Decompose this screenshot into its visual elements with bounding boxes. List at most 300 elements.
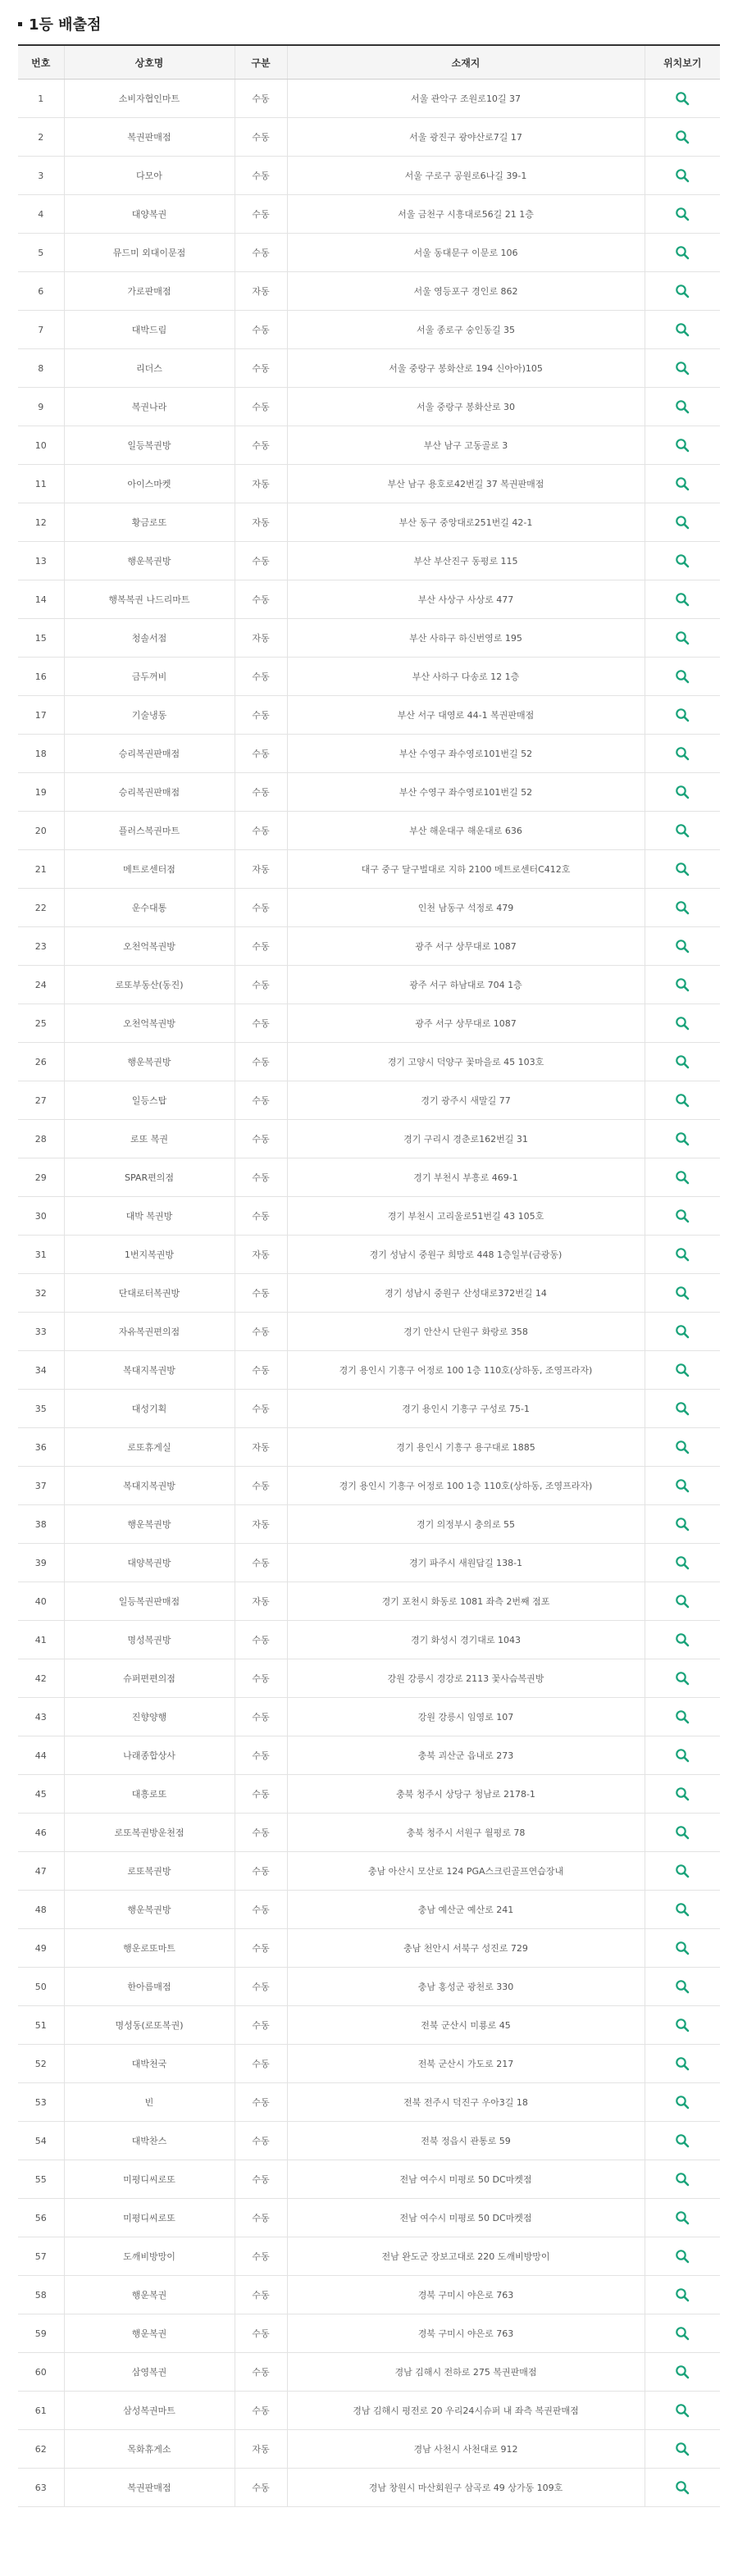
- store-name: 대박드림: [64, 311, 235, 349]
- search-icon: [675, 1786, 690, 1801]
- location-cell: [645, 1891, 720, 1929]
- store-number: 24: [18, 966, 64, 1004]
- store-name: 기술냉동: [64, 696, 235, 735]
- store-address: 전남 여수시 미평로 50 DC마켓점: [287, 2160, 645, 2199]
- store-address: 경기 용인시 기흥구 용구대로 1885: [287, 1428, 645, 1467]
- view-location-button[interactable]: [672, 2323, 692, 2343]
- store-address: 서울 중랑구 봉화산로 30: [287, 388, 645, 426]
- store-name: 복권판매점: [64, 2469, 235, 2507]
- view-location-button[interactable]: [672, 1283, 692, 1303]
- store-address: 대구 중구 달구벌대로 지하 2100 메트로센터C412호: [287, 850, 645, 889]
- view-location-button[interactable]: [672, 744, 692, 763]
- store-address: 경기 성남시 중원구 산성대로372번길 14: [287, 1274, 645, 1313]
- view-location-button[interactable]: [672, 474, 692, 494]
- view-location-button[interactable]: [672, 89, 692, 108]
- header-location: 위치보기: [645, 45, 720, 80]
- view-location-button[interactable]: [672, 1437, 692, 1457]
- store-type: 수동: [235, 2276, 287, 2314]
- view-location-button[interactable]: [672, 166, 692, 185]
- search-icon: [675, 2018, 690, 2032]
- view-location-button[interactable]: [672, 2015, 692, 2035]
- store-name: 명성동(로또복권): [64, 2006, 235, 2045]
- store-type: 자동: [235, 272, 287, 311]
- store-type: 수동: [235, 773, 287, 812]
- store-type: 수동: [235, 1698, 287, 1736]
- store-type: 수동: [235, 1313, 287, 1351]
- store-address: 경기 고양시 덕양구 꽃마을로 45 103호: [287, 1043, 645, 1081]
- location-cell: [645, 1505, 720, 1544]
- view-location-button[interactable]: [672, 1052, 692, 1072]
- view-location-button[interactable]: [672, 2169, 692, 2189]
- view-location-button[interactable]: [672, 1977, 692, 1996]
- search-icon: [675, 130, 690, 144]
- view-location-button[interactable]: [672, 1514, 692, 1534]
- store-type: 수동: [235, 1544, 287, 1582]
- location-cell: [645, 696, 720, 735]
- store-type: 수동: [235, 195, 287, 234]
- store-name: 아이스마켓: [64, 465, 235, 503]
- store-address: 경북 구미시 야은로 763: [287, 2276, 645, 2314]
- store-number: 58: [18, 2276, 64, 2314]
- search-icon: [675, 2287, 690, 2302]
- store-name: 행운복권방: [64, 1043, 235, 1081]
- store-type: 자동: [235, 503, 287, 542]
- store-number: 19: [18, 773, 64, 812]
- store-type: 수동: [235, 1929, 287, 1968]
- store-number: 30: [18, 1197, 64, 1236]
- store-address: 경기 파주시 새원답길 138-1: [287, 1544, 645, 1582]
- search-icon: [675, 1709, 690, 1724]
- store-number: 39: [18, 1544, 64, 1582]
- store-number: 35: [18, 1390, 64, 1428]
- store-address: 충남 천안시 서북구 성진로 729: [287, 1929, 645, 1968]
- view-location-button[interactable]: [672, 1167, 692, 1187]
- store-name: 로또휴게실: [64, 1428, 235, 1467]
- search-icon: [675, 1478, 690, 1493]
- store-number: 49: [18, 1929, 64, 1968]
- search-icon: [675, 1594, 690, 1609]
- location-cell: [645, 658, 720, 696]
- view-location-button[interactable]: [672, 975, 692, 994]
- store-address: 광주 서구 하남대로 704 1층: [287, 966, 645, 1004]
- table-row: [18, 1081, 720, 1120]
- search-icon: [675, 2326, 690, 2341]
- store-name: 리더스: [64, 349, 235, 388]
- view-location-button[interactable]: [672, 281, 692, 301]
- view-location-button[interactable]: [672, 320, 692, 339]
- location-cell: [645, 1120, 720, 1158]
- store-type: 수동: [235, 2083, 287, 2122]
- view-location-button[interactable]: [672, 127, 692, 147]
- search-icon: [675, 1748, 690, 1763]
- store-name: 대박 복권방: [64, 1197, 235, 1236]
- store-number: 29: [18, 1158, 64, 1197]
- store-type: 수동: [235, 1467, 287, 1505]
- table-row: [18, 2392, 720, 2430]
- store-number: 33: [18, 1313, 64, 1351]
- store-type: 수동: [235, 1274, 287, 1313]
- store-name: 대흥로또: [64, 1775, 235, 1814]
- location-cell: [645, 1390, 720, 1428]
- store-name: 승리복권판매점: [64, 735, 235, 773]
- view-location-button[interactable]: [672, 1399, 692, 1418]
- table-row: [18, 812, 720, 850]
- store-name: 복권판매점: [64, 118, 235, 157]
- view-location-button[interactable]: [672, 243, 692, 262]
- search-icon: [675, 2442, 690, 2456]
- store-name: 명성복권방: [64, 1621, 235, 1659]
- store-address: 강원 강릉시 경강로 2113 꽃사슴복권방: [287, 1659, 645, 1698]
- search-icon: [675, 746, 690, 761]
- view-location-button[interactable]: [672, 1707, 692, 1727]
- store-number: 16: [18, 658, 64, 696]
- search-icon: [675, 1131, 690, 1146]
- view-location-button[interactable]: [672, 2208, 692, 2228]
- store-address: 전남 완도군 장보고대로 220 도깨비방망이: [287, 2237, 645, 2276]
- view-location-button[interactable]: [672, 2362, 692, 2382]
- search-icon: [675, 823, 690, 838]
- store-name: 플러스복권마트: [64, 812, 235, 850]
- table-row: [18, 157, 720, 195]
- store-type: 수동: [235, 542, 287, 580]
- view-location-button[interactable]: [672, 1245, 692, 1264]
- view-location-button[interactable]: [672, 1322, 692, 1341]
- store-address: 광주 서구 상무대로 1087: [287, 1004, 645, 1043]
- table-row: [18, 1158, 720, 1197]
- store-type: 자동: [235, 465, 287, 503]
- table-row: [18, 2199, 720, 2237]
- view-location-button[interactable]: [672, 512, 692, 532]
- store-type: 자동: [235, 850, 287, 889]
- store-type: 수동: [235, 1351, 287, 1390]
- store-address: 경기 포천시 화동로 1081 좌측 2번째 점포: [287, 1582, 645, 1621]
- search-icon: [675, 2056, 690, 2071]
- table-row: [18, 118, 720, 157]
- view-location-button[interactable]: [672, 1861, 692, 1881]
- store-name: 가로판매점: [64, 272, 235, 311]
- view-location-button[interactable]: [672, 782, 692, 802]
- store-address: 부산 사하구 다송로 12 1층: [287, 658, 645, 696]
- store-name: 로또복권방: [64, 1852, 235, 1891]
- location-cell: [645, 1814, 720, 1852]
- view-location-button[interactable]: [672, 628, 692, 648]
- view-location-button[interactable]: [672, 1591, 692, 1611]
- location-cell: [645, 1968, 720, 2006]
- store-type: 수동: [235, 1852, 287, 1891]
- table-row: [18, 1467, 720, 1505]
- store-number: 22: [18, 889, 64, 927]
- search-icon: [675, 553, 690, 568]
- store-type: 수동: [235, 388, 287, 426]
- store-type: 수동: [235, 1621, 287, 1659]
- view-location-button[interactable]: [672, 1476, 692, 1495]
- view-location-button[interactable]: [672, 1745, 692, 1765]
- search-icon: [675, 207, 690, 221]
- store-number: 28: [18, 1120, 64, 1158]
- location-cell: [645, 2430, 720, 2469]
- view-location-button[interactable]: [672, 2401, 692, 2420]
- store-name: 황금로또: [64, 503, 235, 542]
- table-row: [18, 1428, 720, 1467]
- location-cell: [645, 234, 720, 272]
- view-location-button[interactable]: [672, 2092, 692, 2112]
- location-cell: [645, 1004, 720, 1043]
- location-cell: [645, 542, 720, 580]
- store-type: 수동: [235, 80, 287, 118]
- store-number: 5: [18, 234, 64, 272]
- view-location-button[interactable]: [672, 859, 692, 879]
- view-location-button[interactable]: [672, 358, 692, 378]
- store-address: 충북 괴산군 읍내로 273: [287, 1736, 645, 1775]
- store-name: 삼영복권: [64, 2353, 235, 2392]
- store-type: 수동: [235, 2199, 287, 2237]
- location-cell: [645, 1313, 720, 1351]
- table-row: [18, 2469, 720, 2507]
- location-cell: [645, 2006, 720, 2045]
- table-row: [18, 619, 720, 658]
- search-icon: [675, 1247, 690, 1262]
- view-location-button[interactable]: [672, 821, 692, 840]
- store-name: 행운복권방: [64, 542, 235, 580]
- page-title: 1등 배출점: [29, 16, 102, 34]
- store-name: 도깨비방망이: [64, 2237, 235, 2276]
- store-address: 전북 정읍시 관통로 59: [287, 2122, 645, 2160]
- store-type: 수동: [235, 1736, 287, 1775]
- location-cell: [645, 1043, 720, 1081]
- store-type: 수동: [235, 1968, 287, 2006]
- store-number: 59: [18, 2314, 64, 2353]
- location-cell: [645, 1736, 720, 1775]
- store-address: 부산 사하구 하신번영로 195: [287, 619, 645, 658]
- table-row: [18, 503, 720, 542]
- location-cell: [645, 2199, 720, 2237]
- store-address: 인천 남동구 석정로 479: [287, 889, 645, 927]
- location-cell: [645, 1081, 720, 1120]
- store-address: 전북 군산시 미룡로 45: [287, 2006, 645, 2045]
- store-number: 32: [18, 1274, 64, 1313]
- search-icon: [675, 168, 690, 183]
- search-icon: [675, 1363, 690, 1377]
- table-row: [18, 2314, 720, 2353]
- search-icon: [675, 1401, 690, 1416]
- store-type: 수동: [235, 1158, 287, 1197]
- store-type: 수동: [235, 580, 287, 619]
- view-location-button[interactable]: [672, 551, 692, 571]
- store-type: 수동: [235, 426, 287, 465]
- view-location-button[interactable]: [672, 1553, 692, 1572]
- store-number: 56: [18, 2199, 64, 2237]
- store-name: 미평디씨로또: [64, 2199, 235, 2237]
- table-row: [18, 1390, 720, 1428]
- store-name: 로또부동산(동진): [64, 966, 235, 1004]
- store-name: 행운로또마트: [64, 1929, 235, 1968]
- store-name: 행운복권방: [64, 1891, 235, 1929]
- table-row: [18, 1043, 720, 1081]
- store-address: 전남 여수시 미평로 50 DC마켓점: [287, 2199, 645, 2237]
- location-cell: [645, 2276, 720, 2314]
- location-cell: [645, 272, 720, 311]
- store-number: 52: [18, 2045, 64, 2083]
- store-address: 서울 관악구 조원로10길 37: [287, 80, 645, 118]
- store-number: 43: [18, 1698, 64, 1736]
- search-icon: [675, 1093, 690, 1108]
- store-type: 자동: [235, 619, 287, 658]
- view-location-button[interactable]: [672, 1206, 692, 1226]
- store-address: 부산 수영구 좌수영로101번길 52: [287, 773, 645, 812]
- store-address: 경기 부천시 부흥로 469-1: [287, 1158, 645, 1197]
- winning-stores-table: [18, 44, 720, 2507]
- view-location-button[interactable]: [672, 1823, 692, 1842]
- view-location-button[interactable]: [672, 1090, 692, 1110]
- store-number: 14: [18, 580, 64, 619]
- store-address: 부산 남구 용호로42번길 37 복권판매점: [287, 465, 645, 503]
- store-number: 50: [18, 1968, 64, 2006]
- table-row: [18, 1544, 720, 1582]
- location-cell: [645, 1544, 720, 1582]
- location-cell: [645, 195, 720, 234]
- view-location-button[interactable]: [672, 705, 692, 725]
- search-icon: [675, 2249, 690, 2264]
- view-location-button[interactable]: [672, 2246, 692, 2266]
- store-name: 청솔서점: [64, 619, 235, 658]
- store-address: 전북 전주시 덕진구 우아3길 18: [287, 2083, 645, 2122]
- search-icon: [675, 1555, 690, 1570]
- view-location-button[interactable]: [672, 1668, 692, 1688]
- table-row: [18, 1197, 720, 1236]
- search-icon: [675, 2480, 690, 2495]
- view-location-button[interactable]: [672, 1013, 692, 1033]
- view-location-button[interactable]: [672, 1784, 692, 1804]
- store-address: 충북 청주시 상당구 청남로 2178-1: [287, 1775, 645, 1814]
- store-number: 41: [18, 1621, 64, 1659]
- store-number: 63: [18, 2469, 64, 2507]
- store-type: 수동: [235, 118, 287, 157]
- view-location-button[interactable]: [672, 1938, 692, 1958]
- store-number: 13: [18, 542, 64, 580]
- view-location-button[interactable]: [672, 1630, 692, 1650]
- store-number: 4: [18, 195, 64, 234]
- store-address: 부산 해운대구 해운대로 636: [287, 812, 645, 850]
- store-address: 충북 청주시 서원구 월평로 78: [287, 1814, 645, 1852]
- store-address: 서울 중랑구 봉화산로 194 신아아)105: [287, 349, 645, 388]
- store-type: 수동: [235, 1390, 287, 1428]
- search-icon: [675, 1517, 690, 1531]
- table-row: [18, 1236, 720, 1274]
- view-location-button[interactable]: [672, 2054, 692, 2073]
- store-number: 53: [18, 2083, 64, 2122]
- location-cell: [645, 2314, 720, 2353]
- view-location-button[interactable]: [672, 435, 692, 455]
- store-type: 수동: [235, 966, 287, 1004]
- store-name: 복권나라: [64, 388, 235, 426]
- store-name: 빈: [64, 2083, 235, 2122]
- table-row: [18, 1582, 720, 1621]
- store-type: 수동: [235, 1120, 287, 1158]
- store-address: 강원 강릉시 임영로 107: [287, 1698, 645, 1736]
- store-address: 부산 사상구 사상로 477: [287, 580, 645, 619]
- location-cell: [645, 580, 720, 619]
- view-location-button[interactable]: [672, 2131, 692, 2150]
- search-icon: [675, 592, 690, 607]
- view-location-button[interactable]: [672, 2439, 692, 2459]
- view-location-button[interactable]: [672, 1360, 692, 1380]
- search-icon: [675, 2403, 690, 2418]
- header-store-name: 상호명: [64, 45, 235, 80]
- location-cell: [645, 80, 720, 118]
- table-row: [18, 465, 720, 503]
- store-number: 54: [18, 2122, 64, 2160]
- view-location-button[interactable]: [672, 936, 692, 956]
- table-row: [18, 658, 720, 696]
- location-cell: [645, 889, 720, 927]
- store-type: 자동: [235, 1428, 287, 1467]
- store-number: 34: [18, 1351, 64, 1390]
- location-cell: [645, 850, 720, 889]
- store-number: 31: [18, 1236, 64, 1274]
- store-type: 수동: [235, 696, 287, 735]
- view-location-button[interactable]: [672, 397, 692, 416]
- search-icon: [675, 361, 690, 375]
- table-row: [18, 927, 720, 966]
- search-icon: [675, 2095, 690, 2109]
- store-name: 로또복권방운천점: [64, 1814, 235, 1852]
- view-location-button[interactable]: [672, 2478, 692, 2497]
- store-address: 경기 용인시 기흥구 어정로 100 1층 110호(상하동, 조영프라자): [287, 1467, 645, 1505]
- store-address: 경기 성남시 중원구 희망로 448 1층일부(금광동): [287, 1236, 645, 1274]
- store-number: 17: [18, 696, 64, 735]
- view-location-button[interactable]: [672, 1129, 692, 1149]
- store-address: 경기 의정부시 충의로 55: [287, 1505, 645, 1544]
- view-location-button[interactable]: [672, 589, 692, 609]
- store-address: 경기 안산시 단원구 화랑로 358: [287, 1313, 645, 1351]
- store-name: 승리복권판매점: [64, 773, 235, 812]
- table-row: [18, 234, 720, 272]
- table-row: [18, 80, 720, 118]
- location-cell: [645, 735, 720, 773]
- search-icon: [675, 1902, 690, 1917]
- search-icon: [675, 438, 690, 453]
- location-cell: [645, 157, 720, 195]
- search-icon: [675, 939, 690, 953]
- store-number: 12: [18, 503, 64, 542]
- section-title: [18, 11, 720, 36]
- store-type: 자동: [235, 2430, 287, 2469]
- store-number: 9: [18, 388, 64, 426]
- view-location-button[interactable]: [672, 204, 692, 224]
- store-name: 나래종합상사: [64, 1736, 235, 1775]
- store-type: 수동: [235, 234, 287, 272]
- table-row: [18, 735, 720, 773]
- table-row: [18, 1120, 720, 1158]
- table-row: [18, 2083, 720, 2122]
- store-number: 20: [18, 812, 64, 850]
- store-name: 1번지복권방: [64, 1236, 235, 1274]
- view-location-button[interactable]: [672, 898, 692, 917]
- store-name: 오천억복권방: [64, 927, 235, 966]
- view-location-button[interactable]: [672, 2285, 692, 2305]
- location-cell: [645, 2083, 720, 2122]
- store-name: 로또 복권: [64, 1120, 235, 1158]
- store-number: 51: [18, 2006, 64, 2045]
- location-cell: [645, 1274, 720, 1313]
- search-icon: [675, 862, 690, 876]
- location-cell: [645, 1775, 720, 1814]
- table-body: [18, 80, 720, 2507]
- view-location-button[interactable]: [672, 667, 692, 686]
- store-type: 수동: [235, 2237, 287, 2276]
- view-location-button[interactable]: [672, 1900, 692, 1919]
- location-cell: [645, 1158, 720, 1197]
